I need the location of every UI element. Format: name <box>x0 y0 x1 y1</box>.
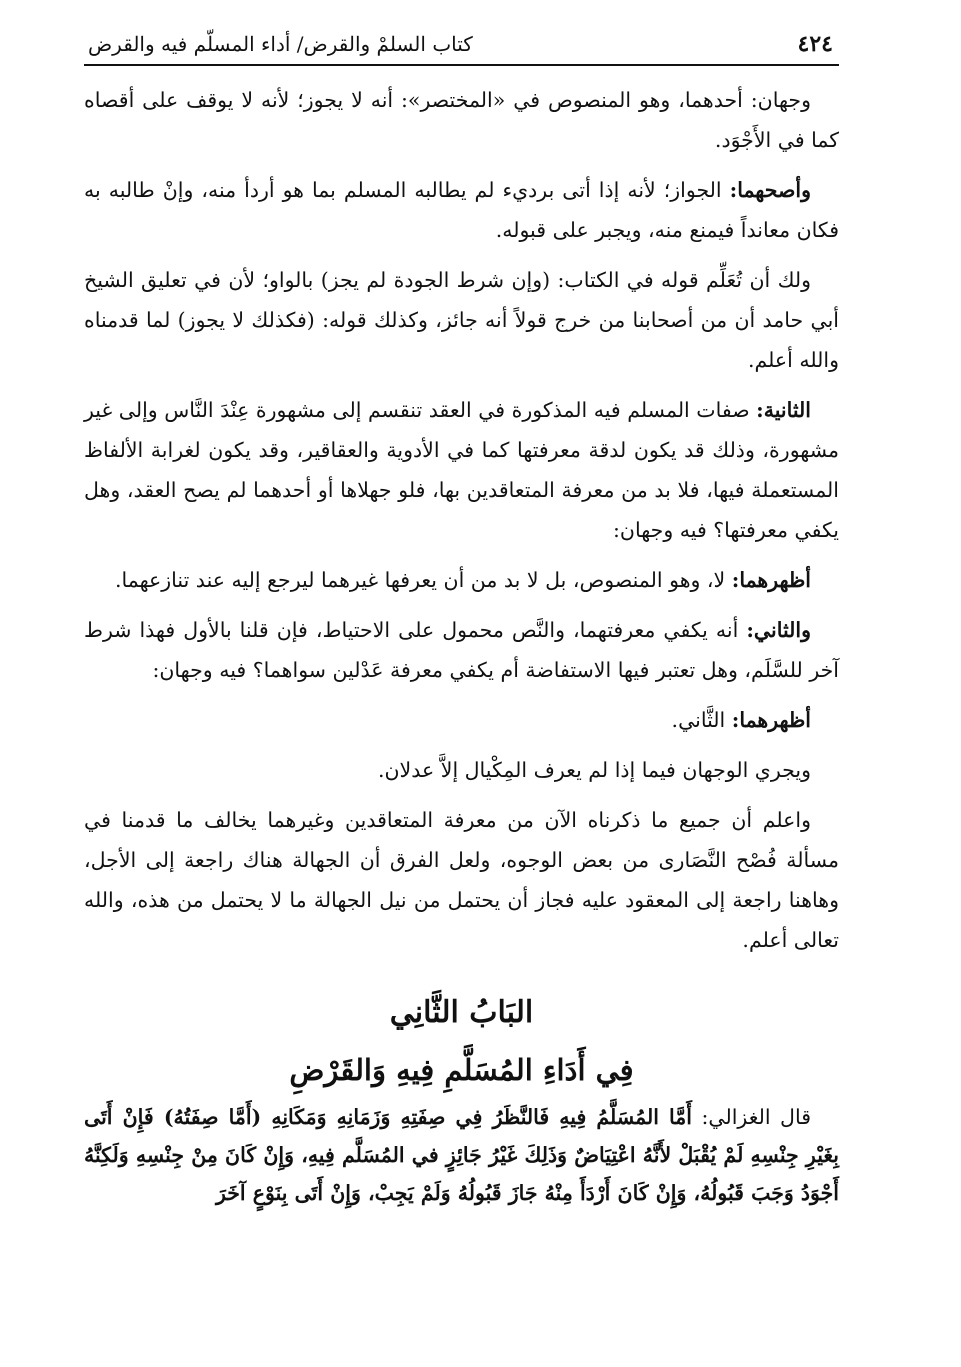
ghazali-quote <box>84 1098 839 1212</box>
paragraph <box>84 610 839 690</box>
paragraph-lead: أظهرهما: <box>731 568 811 592</box>
paragraph-text: وجهان: أحدهما، وهو المنصوص في «المختصر»: أنه لا يجوز؛ لأنه لا يوقف على أقصاه كما في الأَجْوَد. <box>84 88 839 152</box>
paragraph <box>84 800 839 960</box>
paragraph <box>84 560 839 600</box>
paragraph-lead: الثانية: <box>756 398 811 422</box>
paragraph <box>84 170 839 250</box>
running-header-title: كتاب السلمْ والقرض/ أداء المسلّم فيه والقرض <box>88 32 473 56</box>
paragraph-text: لا، وهو المنصوص، بل لا بد من أن يعرفها غيرهما ليرجع إليه عند تنازعهما. <box>114 568 732 592</box>
paragraph-text: الجواز؛ لأنه إذا أتى برديء لم يطالبه المسلم بما هو أردأ منه، وإنْ طالبه به فكان معانداً فيمنع منه، ويجبر على قبوله. <box>84 178 839 242</box>
paragraph-lead: أظهرهما: <box>731 708 811 732</box>
paragraph-lead: وأصحهما: <box>729 178 811 202</box>
chapter-heading <box>84 986 839 1096</box>
paragraph-text: الثَّاني. <box>671 708 732 732</box>
chapter-title: البَابُ الثَّانِي <box>389 995 534 1030</box>
paragraph-text: صفات المسلم فيه المذكورة في العقد تنقسم إلى مشهورة عِنْدَ النَّاس وإلى غير مشهورة، وذلك قد يكون لدقة معرفتها كما في الأدوية والعقاقير، وقد يكون لغرابة الألفاظ المستعملة فيها، فلا بد من معرفة المتعاقدين بها، فلو جهلاها أو أحدهما لم يصح العقد، وهل يكفي معرفتها؟ فيه وجهان: <box>84 398 839 542</box>
paragraph <box>84 390 839 550</box>
page-number: ٤٢٤ <box>797 31 833 57</box>
paragraph-text: أنه يكفي معرفتهما، والنَّص محمول على الاحتياط، فإن قلنا بالأول فهذا شرط آخر للسَّلَم، وهل تعتبر فيها الاستفاضة أم يكفي معرفة عَدْلين سواهما؟ فيه وجهان: <box>84 618 839 682</box>
paragraph <box>84 700 839 740</box>
paragraph-text: ويجري الوجهان فيما إذا لم يعرف المِكْيال إلاَّ عدلان. <box>377 758 811 782</box>
paragraph-lead: والثاني: <box>746 618 811 642</box>
chapter-subtitle: فِي أَدَاءِ المُسَلَّمِ فِيهِ وَالقَرْضِ <box>289 1053 634 1087</box>
paragraph-text: ولك أن تُعَلِّم قوله في الكتاب: (وإن شرط الجودة لم يجز) بالواو؛ لأن في تعليق الشيخ أبي حامد أن من أصحابنا من خرج قولاً أنه جائز، وكذلك قوله: (فكذلك لا يجوز) لما قدمناه والله أعلم. <box>84 268 839 372</box>
paragraph-text: واعلم أن جميع ما ذكرناه الآن من معرفة المتعاقدين وغيرهما يخالف ما قدمنا في مسألة فُصْح النَّصَارى من بعض الوجوه، ولعل الفرق أن الجهالة هناك راجعة إلى الأجل، وهاهنا راجعة إلى المعقود عليه فجاز أن يحتمل من نيل الجهالة ما لا يحتمل من هذه، والله تعالى أعلم. <box>84 808 839 952</box>
body-text <box>84 80 839 960</box>
paragraph <box>84 750 839 790</box>
paragraph <box>84 260 839 380</box>
quote-attribution: قال الغزالي: <box>691 1105 811 1129</box>
running-header <box>84 22 839 66</box>
quote-text: أَمَّا المُسَلَّمُ فِيهِ فَالنَّظَرُ فِي صِفَتِهِ وَزَمَانِهِ وَمَكَانِهِ (أَمَّا صِفَتُهُ) فَإِنْ أَتَى بِغَيْرِ جِنْسِهِ لَمْ يُقْبَلْ لأَنَّهُ اعْتِيَاضٌ وَذَلِكَ غَيْرُ جَائِزٍ في المُسَلَّم فِيهِ، وَإِنْ كَانَ مِنْ جِنْسِهِ وَلَكِنَّهُ أَجْوَدُ وَجَبَ قَبُولُهُ، وَإِنْ كَانَ أَرْدَأَ مِنْهُ جَازَ قَبُولُهُ وَلَمْ يَجِبْ، وَإِنْ أَتَى بِنَوْعٍ آخَرَ <box>84 1105 839 1205</box>
paragraph <box>84 80 839 160</box>
